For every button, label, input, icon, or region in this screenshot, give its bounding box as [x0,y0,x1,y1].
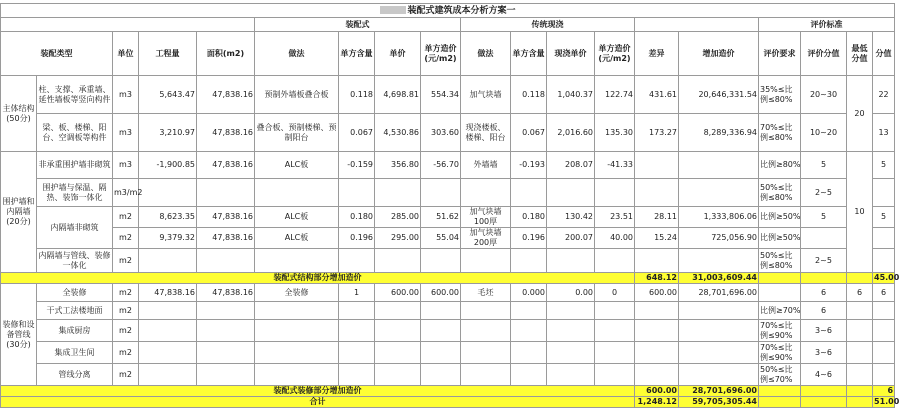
cell-t-method: 毛坯 [461,284,511,302]
cell-req: 35%≤比例≤80% [759,76,801,114]
cell-t-ratio: -0.193 [511,152,547,179]
cell-qty [139,249,197,273]
subtotal-row [1,273,895,284]
cell-t-ratio: 0.196 [511,228,547,249]
cell-ratio: 1 [339,284,375,302]
cell-req: 比例≥70% [759,302,801,320]
col-type: 装配类型 [1,32,113,76]
cell-req: 70%≤比例≤80% [759,114,801,152]
cell-method: 叠合板、预制楼梯、预制阳台 [255,114,339,152]
cell-unit-cost: 600.00 [421,284,461,302]
col-price: 单价 [375,32,421,76]
table-row [1,249,895,273]
cell-unit: m2 [113,342,139,364]
cell-add [679,152,759,179]
cell-score-t: 2~5 [801,249,847,273]
blank [801,273,847,284]
cell-qty [139,179,197,207]
cell-t-method [461,249,511,273]
blank [759,397,801,408]
cell-unit: m3 [113,152,139,179]
subtotal-add: 31,003,609.44 [679,273,759,284]
cell-add: 1,333,806.06 [679,207,759,228]
cell-unit: m3/m2 [113,179,139,207]
cell-min-score: 20 [847,76,873,152]
cell-unit-cost [421,249,461,273]
row-item: 内隔墙非砌筑 [37,207,113,249]
cell-t-method: 加气块墙100厚 [461,207,511,228]
cell-score-t: 20~30 [801,76,847,114]
title-text: 装配式建筑成本分析方案一 [407,5,516,16]
cell-score-t: 2~5 [801,179,847,207]
table-title [1,4,895,18]
cell-t-unit-cost: 0 [595,284,635,302]
cell-area: 47,838.16 [197,152,255,179]
col-score: 分值 [873,32,895,76]
cell-method: ALC板 [255,152,339,179]
cell-req: 50%≤比例≤80% [759,249,801,273]
cell-t-ratio: 0.000 [511,284,547,302]
cell-t-unit-cost: 23.51 [595,207,635,228]
cell-t-unit-cost: 122.74 [595,76,635,114]
cell-add: 28,701,696.00 [679,284,759,302]
cell-unit-cost: 554.34 [421,76,461,114]
blank [801,397,847,408]
table-row [1,284,895,302]
cell-price: 4,698.81 [375,76,421,114]
header-eval: 评价标准 [759,18,895,32]
cell-req: 70%≤比例≤90% [759,320,801,342]
cell-score-t: 10~20 [801,114,847,152]
cell-diff [635,179,679,207]
cell-area: 47,838.16 [197,114,255,152]
cell-t-ratio: 0.118 [511,76,547,114]
col-diff: 差异 [635,32,679,76]
cell-unit: m2 [113,364,139,386]
cell-qty: 9,379.32 [139,228,197,249]
cell-unit: m3 [113,114,139,152]
cell-unit: m2 [113,284,139,302]
cell-ratio [339,249,375,273]
cell-score-t: 4~6 [801,364,847,386]
col-t-unit-cost: 单方造价(元/m2) [595,32,635,76]
cell-ratio [339,179,375,207]
cell-add: 8,289,336.94 [679,114,759,152]
cell-unit: m3 [113,76,139,114]
cell-diff: 15.24 [635,228,679,249]
cell-unit: m2 [113,207,139,228]
subtotal-label: 装配式装修部分增加造价 [1,386,635,397]
col-method: 做法 [255,32,339,76]
cell-score: 6 [873,284,895,302]
cell-unit: m2 [113,302,139,320]
cell-t-ratio [511,249,547,273]
cell-price [375,249,421,273]
section-wall: 围护墙和内隔墙(20分) [1,152,37,273]
cell-price: 4,530.86 [375,114,421,152]
col-area: 面积(m2) [197,32,255,76]
row-item: 围护墙与保温、隔热、装饰一体化 [37,179,113,207]
row-item: 集成卫生间 [37,342,113,364]
table-row [1,114,895,152]
cell-diff: 28.11 [635,207,679,228]
cell-qty: 8,623.35 [139,207,197,228]
cell-req: 50%≤比例≤70% [759,364,801,386]
cell-area [197,249,255,273]
cell-score-t: 6 [801,302,847,320]
cell-min-score: 10 [847,152,873,273]
cell-unit: m2 [113,228,139,249]
cell-score-t: 5 [801,207,847,228]
row-item: 梁、板、楼梯、阳台、空调板等构件 [37,114,113,152]
col-min-score: 最低分值 [847,32,873,76]
cell-area: 47,838.16 [197,207,255,228]
blank [759,386,801,397]
col-t-method: 做法 [461,32,511,76]
cell-t-price: 2,016.60 [547,114,595,152]
cell-t-price: 1,040.37 [547,76,595,114]
cell-add: 20,646,331.54 [679,76,759,114]
subtotal-score: 45.00 [874,273,900,282]
table-row [1,228,895,249]
cell-score: 13 [873,114,895,152]
cost-analysis-table [0,3,900,408]
col-t-price: 现浇单价 [547,32,595,76]
col-t-ratio: 单方含量 [511,32,547,76]
cell-t-method [461,179,511,207]
table-row [1,76,895,114]
blank [847,386,873,397]
row-item: 管线分离 [37,364,113,386]
subtotal-score: 6 [873,386,895,397]
cell-t-ratio [511,179,547,207]
cell-add [679,249,759,273]
cell-t-method: 加气块墙 [461,76,511,114]
cell-t-ratio: 0.180 [511,207,547,228]
cell-qty: 5,643.47 [139,76,197,114]
cell-t-ratio: 0.067 [511,114,547,152]
cell-ratio: -0.159 [339,152,375,179]
cell-t-price: 208.07 [547,152,595,179]
blank [759,273,801,284]
cell-req: 70%≤比例≤90% [759,342,801,364]
row-item: 内隔墙与管线、装修一体化 [37,249,113,273]
cell-score: 22 [873,76,895,114]
cell-price: 600.00 [375,284,421,302]
col-score-t: 评价分值 [801,32,847,76]
table-row [1,302,895,320]
cell-req: 比例≥80% [759,152,801,179]
cell-diff: 600.00 [635,284,679,302]
total-diff: 1,248.12 [635,397,679,408]
total-label: 合计 [1,397,635,408]
cell-method: 全装修 [255,284,339,302]
total-score: 51.00 [874,397,900,406]
table-row [1,179,895,207]
cell-req: 比例≥50% [759,207,801,228]
cell-area: 47,838.16 [197,76,255,114]
row-item: 非承重围护墙非砌筑 [37,152,113,179]
cell-method: 预制外墙板叠合板 [255,76,339,114]
row-item: 全装修 [37,284,113,302]
cell-score-t: 5 [801,152,847,179]
cell-score-t: 3~6 [801,320,847,342]
cell-t-unit-cost: 135.30 [595,114,635,152]
cell-method [255,179,339,207]
cell-diff: 173.27 [635,114,679,152]
cell-unit-cost: 303.60 [421,114,461,152]
blank [847,273,873,284]
cell-add [679,179,759,207]
cell-score [873,228,895,249]
cell-t-unit-cost: -41.33 [595,152,635,179]
cell-area: 47,838.16 [197,228,255,249]
cell-unit-cost [421,179,461,207]
col-qty: 工程量 [139,32,197,76]
section-deco: 装修和设备管线(30分) [1,284,37,386]
cell-score [873,179,895,207]
table-row [1,364,895,386]
cell-t-price [547,249,595,273]
cell-qty: 47,838.16 [139,284,197,302]
cell-diff [635,152,679,179]
cell-unit: m2 [113,249,139,273]
cell-t-price [547,179,595,207]
cell-area [197,179,255,207]
cell-t-method: 加气块墙200厚 [461,228,511,249]
subtotal-diff: 648.12 [635,273,679,284]
cell-ratio: 0.067 [339,114,375,152]
row-item: 柱、支撑、承重墙、延性墙板等竖向构件 [37,76,113,114]
cell-area: 47,838.16 [197,284,255,302]
section-main: 主体结构(50分) [1,76,37,152]
subtotal-label: 装配式结构部分增加造价 [1,273,635,284]
blurred-region [380,6,406,14]
cell-unit-cost: 55.04 [421,228,461,249]
cell-qty: 3,210.97 [139,114,197,152]
cell-t-unit-cost [595,249,635,273]
cell-ratio: 0.180 [339,207,375,228]
cell-score-t: 6 [801,284,847,302]
cell-price: 356.80 [375,152,421,179]
blank [801,386,847,397]
col-ratio: 单方含量 [339,32,375,76]
cell-score-t: 3~6 [801,342,847,364]
subtotal-diff: 600.00 [635,386,679,397]
cell-unit: m2 [113,320,139,342]
cell-req: 50%≤比例≤80% [759,179,801,207]
cell-method [255,249,339,273]
cell-score-t [801,228,847,249]
row-item: 干式工法楼地面 [37,302,113,320]
table-row [1,207,895,228]
cell-ratio: 0.118 [339,76,375,114]
cell-t-unit-cost: 40.00 [595,228,635,249]
cell-t-unit-cost [595,179,635,207]
cell-price: 285.00 [375,207,421,228]
table-row [1,152,895,179]
cell-min-score: 6 [847,284,873,302]
cell-req [759,284,801,302]
total-add: 59,705,305.44 [679,397,759,408]
col-add-total: 增加造价 [679,32,759,76]
cell-unit-cost: 51.62 [421,207,461,228]
header-install: 装配式 [255,18,461,32]
table-row [1,342,895,364]
cell-ratio: 0.196 [339,228,375,249]
blank [847,397,873,408]
row-item: 集成厨房 [37,320,113,342]
col-unit: 单位 [113,32,139,76]
cell-req: 比例≥50% [759,228,801,249]
header-traditional: 传统现浇 [461,18,635,32]
cell-method: ALC板 [255,228,339,249]
cell-qty: -1,900.85 [139,152,197,179]
cell-add: 725,056.90 [679,228,759,249]
column-headers [1,32,895,76]
cell-t-method: 现浇楼板、楼梯、阳台 [461,114,511,152]
cell-diff: 431.61 [635,76,679,114]
cell-t-price: 0.00 [547,284,595,302]
cell-score [873,249,895,273]
col-unit-cost: 单方造价(元/m2) [421,32,461,76]
cell-t-price: 130.42 [547,207,595,228]
cell-diff [635,249,679,273]
cell-method: ALC板 [255,207,339,228]
cell-unit-cost: -56.70 [421,152,461,179]
blank-header-2 [635,18,759,32]
cell-t-price: 200.07 [547,228,595,249]
cell-score: 5 [873,207,895,228]
cell-price: 295.00 [375,228,421,249]
blank-header [1,18,255,32]
subtotal-add: 28,701,696.00 [679,386,759,397]
cell-price [375,179,421,207]
subtotal-row [1,386,895,397]
total-row [1,397,895,408]
col-req: 评价要求 [759,32,801,76]
cell-score: 5 [873,152,895,179]
table-row [1,320,895,342]
cell-t-method: 外墙墙 [461,152,511,179]
